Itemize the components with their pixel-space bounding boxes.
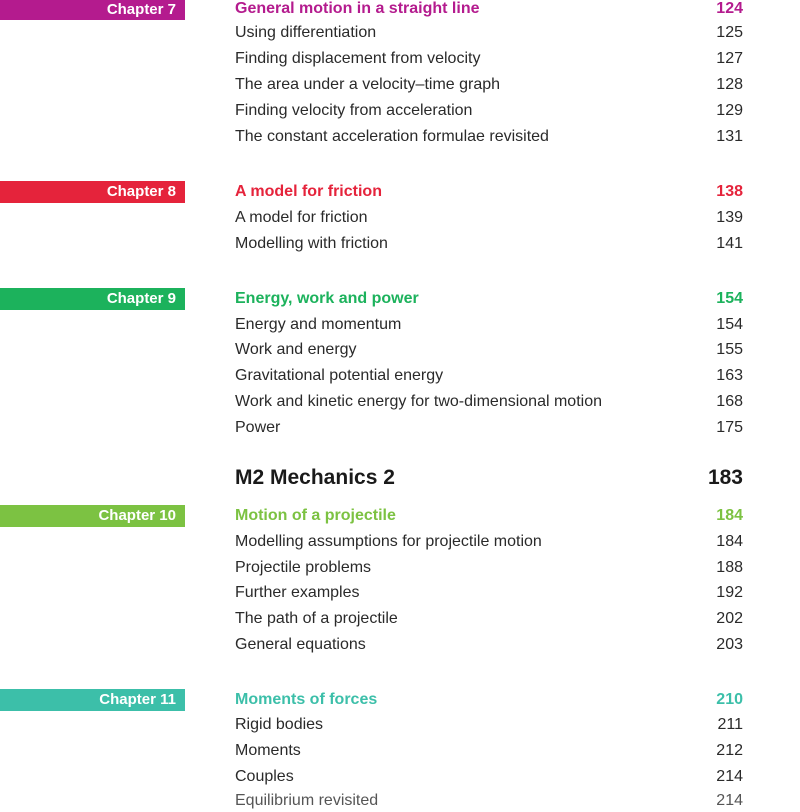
section-heading-page: 183 xyxy=(707,466,743,489)
section-heading[interactable] xyxy=(235,463,743,493)
chapter-11-heading-page: 210 xyxy=(716,691,743,708)
toc-entry-page: 125 xyxy=(716,24,743,41)
chapter-7-heading-title: General motion in a straight line xyxy=(235,0,480,17)
toc-entry-page: 163 xyxy=(716,367,743,384)
section-heading-title: M2 Mechanics 2 xyxy=(235,466,395,489)
toc-entry-title: Further examples xyxy=(235,584,360,601)
toc-entry-title: Finding displacement from velocity xyxy=(235,50,481,67)
toc-entry-title: Power xyxy=(235,419,281,436)
toc-entry[interactable] xyxy=(235,22,743,44)
toc-entry[interactable] xyxy=(235,608,743,630)
chapter-7-tab: Chapter 7 xyxy=(0,0,185,20)
toc-entry-page: 212 xyxy=(716,742,743,759)
toc-entry-page: 211 xyxy=(717,716,743,733)
toc-entry-title: Modelling with friction xyxy=(235,235,388,252)
chapter-10-heading[interactable] xyxy=(235,505,743,527)
toc-entry[interactable] xyxy=(235,74,743,96)
toc-entry[interactable] xyxy=(235,207,743,229)
toc-entry-title: A model for friction xyxy=(235,209,368,226)
toc-entry[interactable] xyxy=(235,766,743,788)
chapter-10-heading-page: 184 xyxy=(716,507,743,524)
chapter-7-heading[interactable] xyxy=(235,0,743,20)
toc-entry[interactable] xyxy=(235,100,743,122)
toc-entry-title: Using differentiation xyxy=(235,24,377,41)
toc-entry-title: Moments xyxy=(235,742,301,759)
toc-entry-title: The area under a velocity–time graph xyxy=(235,76,501,93)
toc-entry[interactable] xyxy=(235,126,743,148)
toc-entry-page: 154 xyxy=(716,316,743,333)
toc-entry[interactable] xyxy=(235,233,743,255)
toc-entry-title: Finding velocity from acceleration xyxy=(235,102,473,119)
toc-entry-page: 128 xyxy=(716,76,743,93)
chapter-8-tab: Chapter 8 xyxy=(0,181,185,203)
chapter-11-heading[interactable] xyxy=(235,689,743,711)
toc-entry[interactable] xyxy=(235,314,743,336)
toc-entry-title: Work and energy xyxy=(235,341,357,358)
toc-entry[interactable] xyxy=(235,557,743,579)
toc-entry[interactable] xyxy=(235,740,743,762)
toc-entry-page: 168 xyxy=(716,393,743,410)
chapter-9-tab: Chapter 9 xyxy=(0,288,185,310)
toc-entry-page: 131 xyxy=(716,128,743,145)
chapter-7-heading-page: 124 xyxy=(716,0,743,17)
toc-entry-page: 214 xyxy=(716,792,743,809)
toc-entry[interactable] xyxy=(235,531,743,553)
toc-entry-page: 214 xyxy=(716,768,743,785)
toc-entry-title: Rigid bodies xyxy=(235,716,324,733)
chapter-9-heading[interactable] xyxy=(235,288,743,310)
chapter-8-heading[interactable] xyxy=(235,181,743,203)
toc-entry-title: General equations xyxy=(235,636,366,653)
toc-entry-page: 188 xyxy=(716,559,743,576)
toc-entry-title: The path of a projectile xyxy=(235,610,398,627)
toc-entry[interactable] xyxy=(235,714,743,736)
toc-entry-page: 141 xyxy=(716,235,743,252)
chapter-9-heading-page: 154 xyxy=(716,290,743,307)
toc-entry-title: Couples xyxy=(235,768,294,785)
toc-entry[interactable] xyxy=(235,48,743,70)
toc-entry-page: 184 xyxy=(716,533,743,550)
chapter-8-heading-page: 138 xyxy=(716,183,743,200)
chapter-8-heading-title: A model for friction xyxy=(235,183,382,200)
toc-entry[interactable] xyxy=(235,391,743,413)
toc-entry-partial[interactable] xyxy=(235,790,743,812)
toc-entry[interactable] xyxy=(235,339,743,361)
chapter-9-heading-title: Energy, work and power xyxy=(235,290,419,307)
toc-entry[interactable] xyxy=(235,365,743,387)
toc-entry-title: Projectile problems xyxy=(235,559,372,576)
chapter-11-tab: Chapter 11 xyxy=(0,689,185,711)
toc-entry-page: 155 xyxy=(716,341,743,358)
toc-entry-title: The constant acceleration formulae revisited xyxy=(235,128,549,145)
toc-entry-title: Work and kinetic energy for two-dimensional motion xyxy=(235,393,602,410)
toc-entry[interactable] xyxy=(235,634,743,656)
toc-entry-page: 129 xyxy=(716,102,743,119)
toc-entry-page: 192 xyxy=(716,584,743,601)
toc-entry[interactable] xyxy=(235,582,743,604)
toc-entry-page: 139 xyxy=(716,209,743,226)
toc-entry-title: Equilibrium revisited xyxy=(235,792,379,809)
chapter-10-tab: Chapter 10 xyxy=(0,505,185,527)
toc-entry-title: Modelling assumptions for projectile motion xyxy=(235,533,542,550)
toc-entry-title: Gravitational potential energy xyxy=(235,367,444,384)
toc-entry-title: Energy and momentum xyxy=(235,316,402,333)
chapter-10-heading-title: Motion of a projectile xyxy=(235,507,396,524)
chapter-11-heading-title: Moments of forces xyxy=(235,691,378,708)
toc-entry-page: 127 xyxy=(716,50,743,67)
toc-entry-page: 175 xyxy=(716,419,743,436)
toc-entry[interactable] xyxy=(235,417,743,439)
toc-entry-page: 203 xyxy=(716,636,743,653)
toc-entry-page: 202 xyxy=(716,610,743,627)
